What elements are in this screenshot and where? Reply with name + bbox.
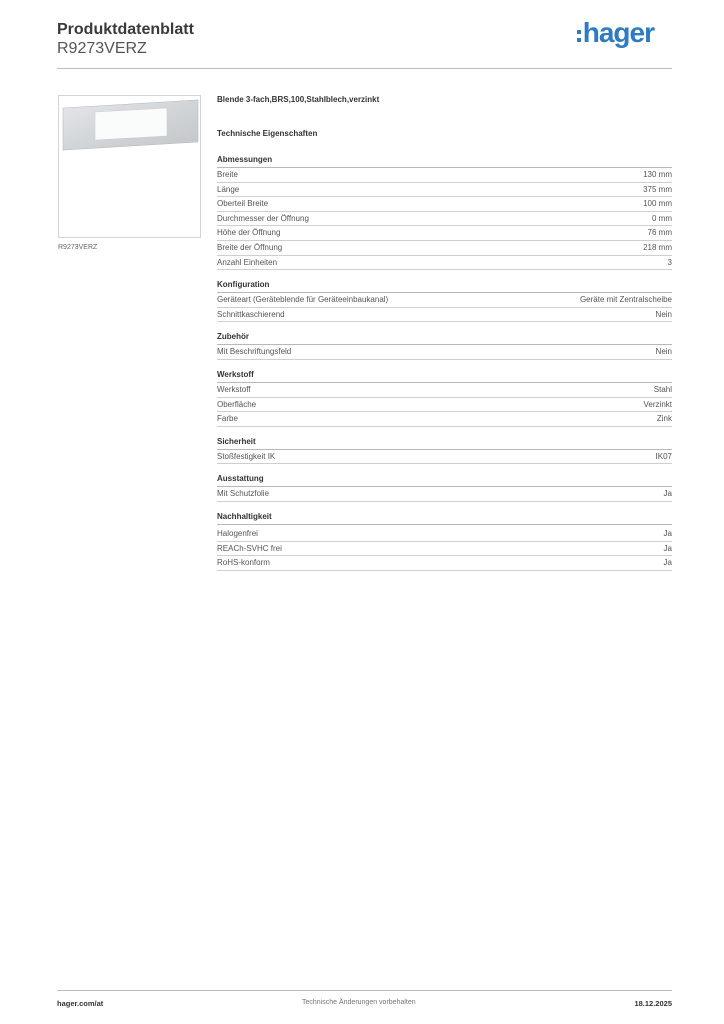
property-label: Mit Schutzfolie (217, 489, 270, 499)
property-group (217, 474, 672, 502)
property-label: Höhe der Öffnung (217, 228, 281, 238)
hager-logo (577, 18, 654, 48)
property-value: IK07 (655, 451, 672, 461)
property-value: 218 mm (643, 242, 672, 252)
footer-date: 18.12.2025 (634, 999, 672, 1008)
group-title: Nachhaltigkeit (217, 512, 672, 525)
property-groups (217, 155, 672, 571)
property-label: RoHS-konform (217, 558, 270, 568)
property-value: Nein (655, 347, 672, 357)
property-value: Zink (656, 414, 672, 424)
product-photo-icon (59, 96, 202, 239)
property-row (217, 345, 672, 360)
property-label: Oberfläche (217, 399, 257, 409)
property-label: Geräteart (Geräteblende für Geräteeinbaukanal) (217, 295, 389, 305)
product-code: R9273VERZ (57, 40, 147, 57)
property-row (217, 197, 672, 212)
page-title: Produktdatenblatt (57, 21, 194, 38)
property-group (217, 332, 672, 360)
property-value: Ja (663, 489, 672, 499)
property-label: Oberteil Breite (217, 199, 269, 209)
group-title: Werkstoff (217, 370, 672, 383)
header-divider (57, 68, 672, 69)
group-title: Abmessungen (217, 155, 672, 168)
property-group (217, 512, 672, 571)
property-label: Stoßfestigkeit IK (217, 451, 276, 461)
property-label: Breite (217, 170, 238, 179)
property-value: Ja (663, 558, 672, 568)
property-row (217, 527, 672, 542)
property-label: Durchmesser der Öffnung (217, 213, 309, 223)
footer-website[interactable]: hager.com/at (57, 999, 104, 1008)
property-group (217, 370, 672, 427)
property-value: 130 mm (643, 170, 672, 179)
property-value: Verzinkt (643, 399, 672, 409)
property-row (217, 183, 672, 198)
property-row (217, 542, 672, 557)
property-value: Ja (663, 543, 672, 553)
property-label: Länge (217, 184, 240, 194)
property-row (217, 556, 672, 571)
property-label: REACh-SVHC frei (217, 543, 282, 553)
property-label: Anzahl Einheiten (217, 257, 278, 267)
property-row (217, 383, 672, 398)
property-value: Stahl (653, 384, 672, 394)
property-row (217, 450, 672, 465)
property-row (217, 412, 672, 427)
property-label: Farbe (217, 414, 238, 424)
property-value: 375 mm (643, 184, 672, 194)
property-group (217, 437, 672, 465)
property-label: Werkstoff (217, 384, 251, 394)
property-label: Halogenfrei (217, 528, 258, 538)
group-title: Zubehör (217, 332, 672, 345)
property-row (217, 308, 672, 323)
property-row (217, 487, 672, 502)
property-value: 76 mm (647, 228, 672, 238)
property-row (217, 212, 672, 227)
property-label: Schnittkaschierend (217, 309, 285, 319)
section-heading: Technische Eigenschaften (217, 129, 318, 138)
property-label: Breite der Öffnung (217, 242, 283, 252)
property-value: Nein (655, 309, 672, 319)
property-value: 0 mm (652, 213, 672, 223)
group-title: Ausstattung (217, 474, 672, 487)
property-label: Mit Beschriftungsfeld (217, 347, 292, 357)
property-row (217, 226, 672, 241)
group-title: Konfiguration (217, 280, 672, 293)
property-value: 3 (667, 257, 672, 267)
product-title: Blende 3-fach,BRS,100,Stahlblech,verzinkt (217, 95, 380, 104)
property-value: Ja (663, 528, 672, 538)
product-image (58, 95, 201, 238)
property-row (217, 241, 672, 256)
property-value: 100 mm (643, 199, 672, 209)
logo-text: hager (582, 17, 654, 48)
group-title: Sicherheit (217, 437, 672, 450)
property-row (217, 256, 672, 271)
footer-disclaimer: Technische Änderungen vorbehalten (302, 999, 416, 1006)
image-caption: R9273VERZ (58, 244, 98, 251)
property-row (217, 398, 672, 413)
property-value: Geräte mit Zentralscheibe (579, 295, 672, 305)
property-group (217, 280, 672, 322)
page-header (57, 17, 672, 68)
property-row (217, 293, 672, 308)
logo-dots-icon (577, 30, 581, 42)
product-details (217, 95, 672, 571)
property-row (217, 168, 672, 183)
footer-divider (57, 990, 672, 991)
property-group (217, 155, 672, 270)
